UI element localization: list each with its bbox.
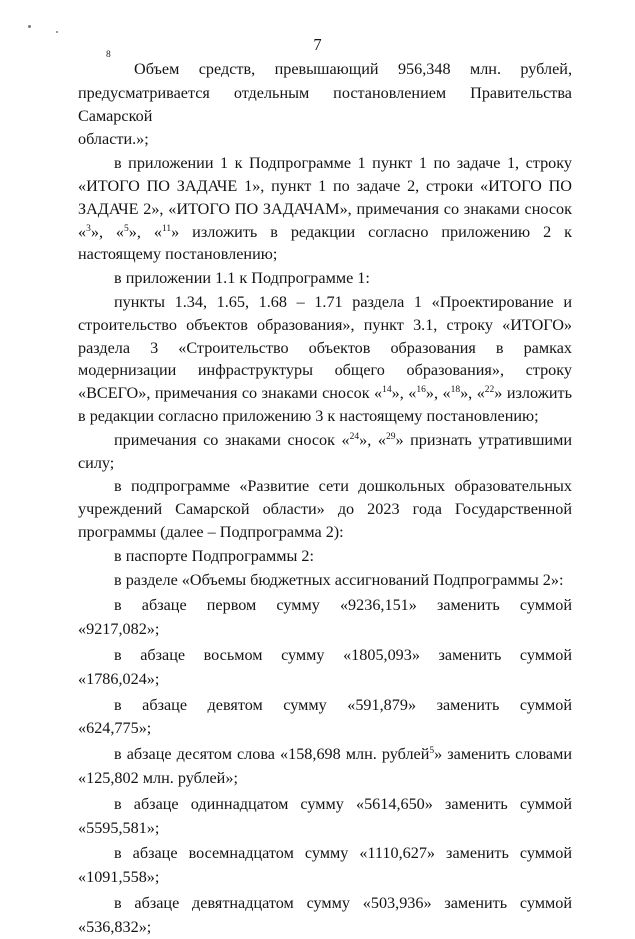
paragraph-p9b: «9217,082»;	[78, 620, 160, 639]
scan-speck	[28, 25, 31, 28]
paragraph-p3: в приложении 1.1 к Подпрограмме 1:	[114, 269, 370, 288]
paragraph-p8: в разделе «Объемы бюджетных ассигнований Подпрограммы 2»:	[114, 570, 564, 589]
paragraph-p15b: «536,832»;	[78, 917, 152, 936]
paragraph-p12b: «125,802 млн. рублей»;	[78, 768, 238, 787]
paragraph-p1a: 8 Объем средств, превышающий 956,348 млн. рублей,	[106, 50, 572, 78]
paragraph-p10a: в абзаце восьмом сумму «1805,093» заменить суммой	[114, 645, 572, 664]
paragraph-p11b: «624,775»;	[78, 719, 152, 738]
document-body	[78, 50, 573, 939]
paragraph-p14a: в абзаце восемнадцатом сумму «1110,627» заменить суммой	[114, 844, 572, 863]
paragraph-p11a: в абзаце девятом сумму «591,879» заменить суммой	[114, 695, 572, 714]
paragraph-p1b: предусматривается отдельным постановлением Правительства Самарской	[78, 83, 572, 125]
paragraph-p7: в паспорте Подпрограммы 2:	[114, 546, 314, 565]
paragraph-p13a: в абзаце одиннадцатом сумму «5614,650» заменить суммой	[114, 794, 572, 813]
scan-speck	[56, 31, 58, 33]
page-number: 7	[313, 35, 322, 54]
paragraph-p12a: в абзаце десятом слова «158,698 млн. рублей$^5$» заменить словами	[114, 745, 573, 764]
paragraph-p2: в приложении 1 к Подпрограмме 1 пункт 1 по задаче 1, строку «ИТОГО ПО ЗАДАЧЕ 1», пункт 1 по задаче 2, строки «ИТОГО ПО ЗАДАЧЕ 2», «ИТОГО ПО ЗАДАЧАМ», примечания со знаками сносок «$^3$», «$^5$», «$^{11}$» изложить в редакции согласно приложению 2 к настоящему постановлению;	[78, 154, 572, 264]
paragraph-p5: примечания со знаками сносок «$^{24}$», «$^{29}$» признать утратившими силу;	[78, 430, 573, 472]
paragraph-p4: пункты 1.34, 1.65, 1.68 – 1.71 раздела 1 «Проектирование и строительство объектов образования», пункт 3.1, строку «ИТОГО» раздела 3 «Строительство объектов образования в рамках модернизации инфраструктуры общего образования», строку «ВСЕГО», примечания со знаками сносок «$^{14}$», «$^{16}$», «$^{18}$», «$^{22}$» изложить в редакции согласно приложению 3 к настоящему постановлению;	[78, 292, 573, 425]
paragraph-p1c: области.»;	[78, 130, 149, 149]
paragraph-p13b: «5595,581»;	[78, 818, 160, 837]
paragraph-p15a: в абзаце девятнадцатом сумму «503,936» заменить суммой	[114, 893, 572, 912]
paragraph-p9a: в абзаце первом сумму «9236,151» заменить суммой	[114, 596, 572, 615]
paragraph-p6: в подпрограмме «Развитие сети дошкольных образовательных учреждений Самарской области» до 2023 года Государственной программы (далее – Подпрограмма 2):	[78, 477, 572, 541]
paragraph-p10b: «1786,024»;	[78, 669, 160, 688]
paragraph-p14b: «1091,558»;	[78, 868, 160, 887]
